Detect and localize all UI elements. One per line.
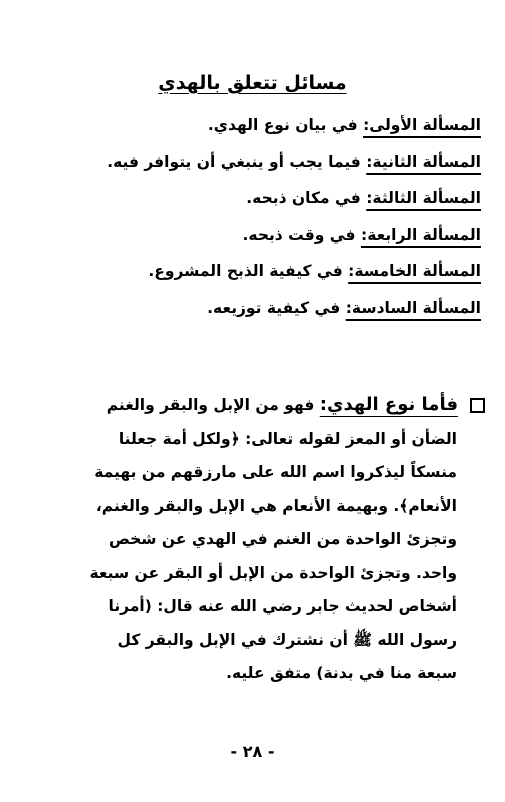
issue-label: المسألة الخامسة:: [348, 262, 481, 280]
issue-text: في كيفية الذبح المشروع.: [148, 262, 343, 280]
section-heading: فأما نوع الهدي:: [319, 394, 458, 415]
issue-label: المسألة السادسة:: [345, 298, 481, 317]
issue-text: في مكان ذبحه.: [246, 189, 361, 207]
issue-label: المسألة الرابعة:: [361, 225, 481, 244]
issue-text: في بيان نوع الهدي.: [207, 116, 358, 134]
issue-item-3: [21, 183, 481, 220]
text-line: أشخاص لحديث جابر رضي الله عنه قال: (أمرنا: [108, 597, 457, 615]
text-line: [107, 388, 458, 423]
issue-text: في كيفية توزيعه.: [207, 298, 341, 317]
text-line: سبعة منا في بدنة) متفق عليه.: [226, 664, 457, 682]
section-paragraph: [17, 423, 485, 691]
text-line: الأنعام﴾. وبهيمة الأنعام هي الإبل والبقر والغنم،: [95, 496, 457, 515]
issue-item-4: [21, 220, 481, 257]
section-body: [107, 388, 458, 423]
page-number: - ٢٨ -: [230, 742, 275, 761]
text-line: واحد. وتجزئ الواحدة من الإبل أو البقر عن سبعة: [89, 563, 457, 582]
square-bullet-icon: [470, 398, 485, 413]
issue-item-1: [21, 110, 481, 147]
text-line: الضأن أو المعز لقوله تعالى: ﴿ولكل أمة جعلنا: [118, 429, 457, 448]
issue-item-6: [21, 293, 481, 330]
issue-item-2: [21, 147, 481, 184]
issue-text: في وقت ذبحه.: [242, 225, 356, 244]
issue-item-5: [21, 256, 481, 293]
issue-label: المسألة الثالثة:: [366, 189, 481, 207]
issue-text: فيما يجب أو ينبغي أن يتوافر فيه.: [107, 152, 361, 171]
text-line: وتجزئ الواحدة من الغنم في الهدي عن شخص: [108, 530, 457, 548]
issue-label: المسألة الأولى:: [363, 116, 481, 134]
section-header: [17, 388, 485, 423]
issues-list: [21, 110, 481, 329]
section-hady-type: [17, 388, 485, 691]
text-line-part: فهو من الإبل والبقر والغنم: [106, 396, 320, 414]
text-line: منسكاً ليذكروا اسم الله على مارزقهم من بهيمة: [94, 463, 457, 481]
page-title: مسائل تتعلق بالهدي: [158, 72, 347, 94]
issue-label: المسألة الثانية:: [366, 152, 481, 171]
text-line: رسول الله ﷺ أن نشترك في الإبل والبقر كل: [117, 630, 457, 649]
